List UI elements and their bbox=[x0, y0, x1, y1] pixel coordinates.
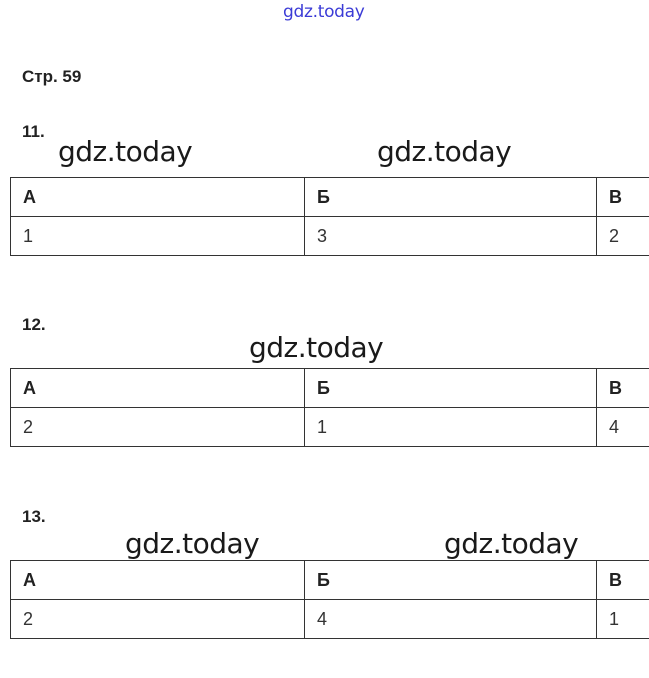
table-cell: 1 bbox=[597, 600, 649, 639]
watermark: gdz.today bbox=[125, 527, 260, 560]
table-header-row bbox=[11, 369, 649, 408]
table-cell: 2 bbox=[11, 408, 305, 447]
page-label: Стр. 59 bbox=[22, 67, 82, 86]
table-header-cell: В bbox=[597, 561, 649, 600]
task-number-11: 11. bbox=[22, 122, 45, 141]
table-cell: 3 bbox=[305, 217, 597, 256]
table-header-row bbox=[11, 178, 649, 217]
table-cell: 4 bbox=[305, 600, 597, 639]
table-cell: 4 bbox=[597, 408, 649, 447]
table-header-cell: Б bbox=[305, 561, 597, 600]
answer-table-13 bbox=[10, 560, 649, 639]
table-header-row bbox=[11, 561, 649, 600]
watermark: gdz.today bbox=[377, 135, 512, 168]
top-watermark: gdz.today bbox=[283, 2, 365, 22]
table-row bbox=[11, 217, 649, 256]
table-cell: 2 bbox=[597, 217, 649, 256]
table-row bbox=[11, 600, 649, 639]
table-row bbox=[11, 408, 649, 447]
table-cell: 1 bbox=[11, 217, 305, 256]
watermark: gdz.today bbox=[444, 527, 579, 560]
table-header-cell: Б bbox=[305, 178, 597, 217]
answer-table-12 bbox=[10, 368, 649, 447]
table-header-cell: А bbox=[11, 369, 305, 408]
table-header-cell: Б bbox=[305, 369, 597, 408]
table-header-cell: А bbox=[11, 178, 305, 217]
task-number-13: 13. bbox=[22, 507, 46, 526]
table-header-cell: В bbox=[597, 178, 649, 217]
table-cell: 1 bbox=[305, 408, 597, 447]
watermark: gdz.today bbox=[249, 331, 384, 364]
answer-table-11 bbox=[10, 177, 649, 256]
watermark: gdz.today bbox=[58, 135, 193, 168]
table-header-cell: В bbox=[597, 369, 649, 408]
task-number-12: 12. bbox=[22, 315, 46, 334]
table-header-cell: А bbox=[11, 561, 305, 600]
table-cell: 2 bbox=[11, 600, 305, 639]
